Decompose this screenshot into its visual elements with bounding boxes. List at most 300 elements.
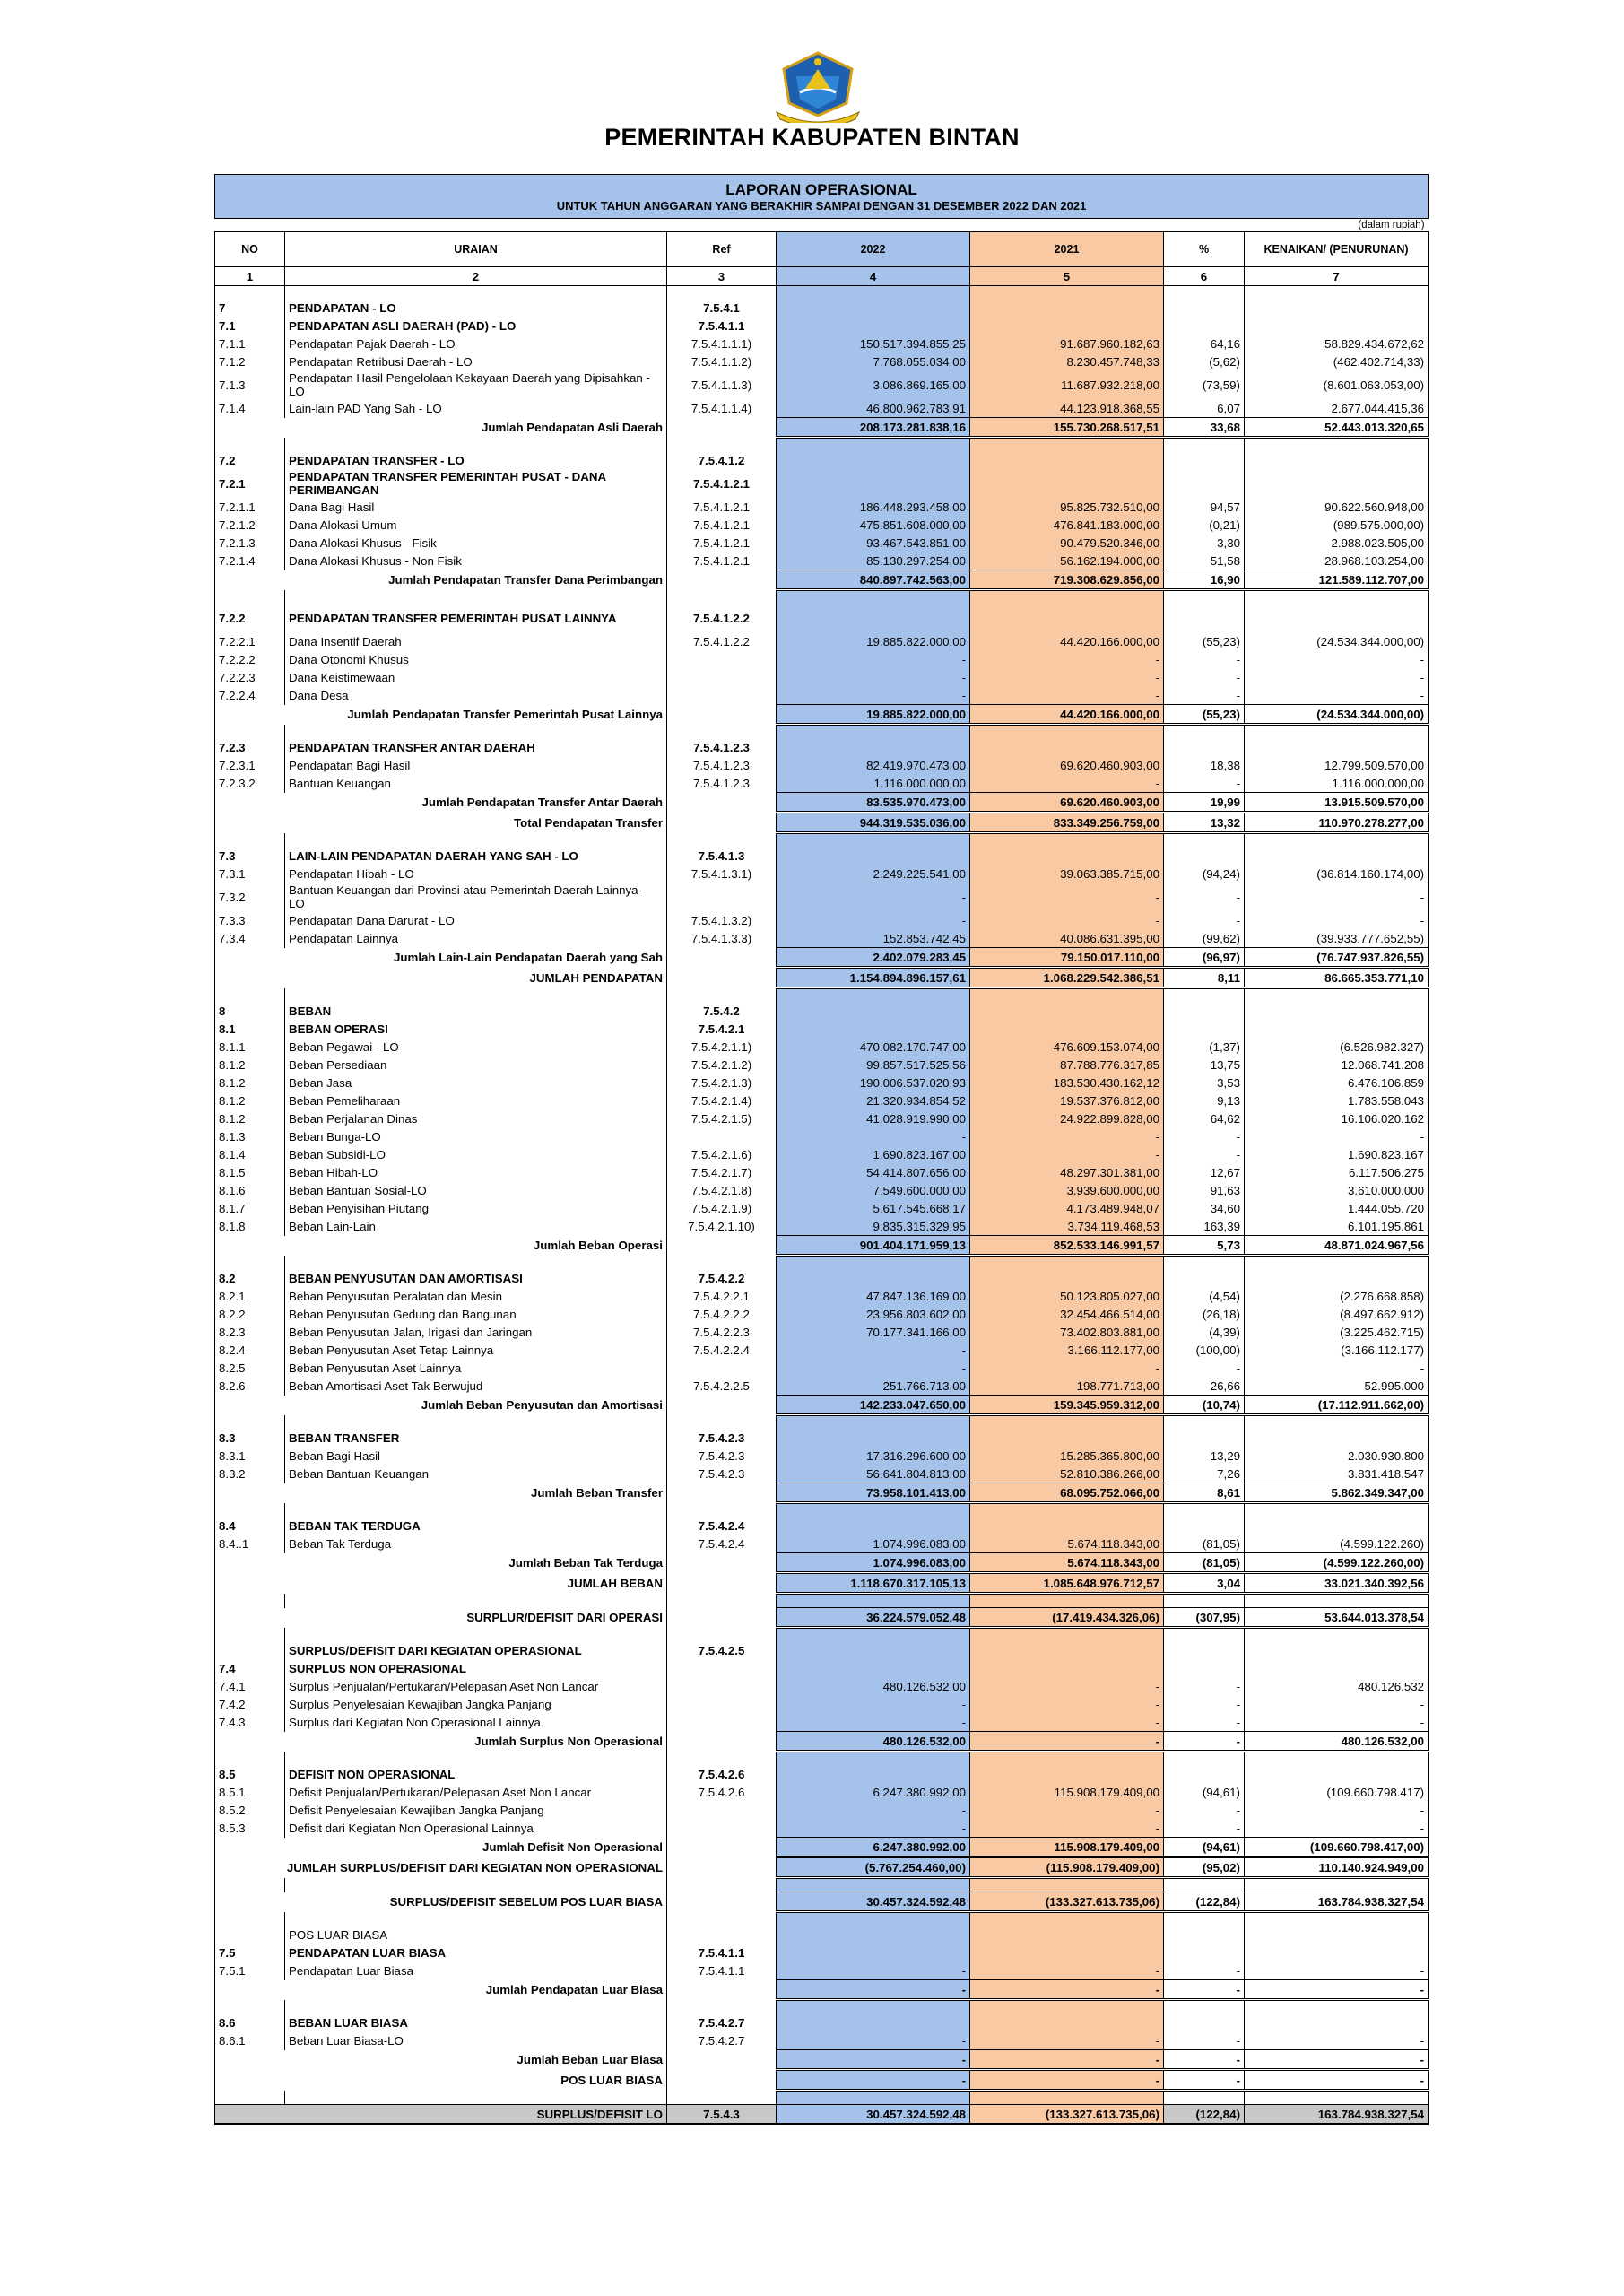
cell-change <box>1245 299 1429 317</box>
cell-uraian: Dana Insentif Daerah <box>285 632 667 650</box>
cell-2021: 44.420.166.000,00 <box>970 705 1164 725</box>
cell-2022: - <box>777 686 970 705</box>
cell-percent: 7,26 <box>1164 1465 1245 1483</box>
line-item-row <box>215 399 1429 418</box>
spacer-row <box>215 988 1429 1003</box>
cell-change <box>1245 590 1429 604</box>
cell-percent: 91,63 <box>1164 1181 1245 1199</box>
cell-2022: - <box>777 883 970 911</box>
section-heading-row <box>215 1659 1429 1677</box>
cell-2021: 183.530.430.162,12 <box>970 1074 1164 1091</box>
line-item-row <box>215 370 1429 399</box>
cell-2021 <box>970 1256 1164 1270</box>
cell-change: - <box>1245 1819 1429 1838</box>
report-title-band <box>215 175 1429 219</box>
cell-2022 <box>777 469 970 498</box>
line-item-row <box>215 516 1429 534</box>
cell-ref <box>667 1732 777 1752</box>
cell-ref: 7.5.4.2.1.2) <box>667 1056 777 1074</box>
cell-2022: 3.086.869.165,00 <box>777 370 970 399</box>
cell-percent <box>1164 1415 1245 1430</box>
cell-change: 6.117.506.275 <box>1245 1163 1429 1181</box>
line-item-row <box>215 756 1429 774</box>
cell-change: (76.747.937.826,55) <box>1245 948 1429 968</box>
cell-2021: - <box>970 911 1164 929</box>
cell-no: 7.2.1.4 <box>215 552 285 570</box>
cell-2021: 68.095.752.066,00 <box>970 1483 1164 1503</box>
cell-uraian: Pendapatan Hasil Pengelolaan Kekayaan Daerah yang Dipisahkan - LO <box>285 370 667 399</box>
cell-2022: - <box>777 668 970 686</box>
cell-percent: - <box>1164 2031 1245 2050</box>
cell-ref: 7.5.4.1.2.3 <box>667 774 777 793</box>
cell-ref <box>667 590 777 604</box>
cell-2021: 719.308.629.856,00 <box>970 570 1164 590</box>
cell-2021: - <box>970 1145 1164 1163</box>
cell-no: 8.1.2 <box>215 1109 285 1127</box>
cell-uraian: Pendapatan Lainnya <box>285 929 667 948</box>
cell-2022 <box>777 1878 970 1892</box>
spacer-row <box>215 286 1429 300</box>
cell-percent: 13,75 <box>1164 1056 1245 1074</box>
cell-ref <box>667 1659 777 1677</box>
col-number: 1 <box>215 267 285 286</box>
cell-percent <box>1164 299 1245 317</box>
col-header-uraian: URAIAN <box>285 232 667 267</box>
line-item-row <box>215 1163 1429 1181</box>
cell-2022: 83.535.970.473,00 <box>777 793 970 813</box>
cell-2022: 475.851.608.000,00 <box>777 516 970 534</box>
cell-change <box>1245 1415 1429 1430</box>
cell-2022: 142.233.047.650,00 <box>777 1396 970 1415</box>
cell-percent: (94,24) <box>1164 865 1245 883</box>
cell-percent: (5,62) <box>1164 352 1245 370</box>
subtotal-row <box>215 1236 1429 1256</box>
cell-uraian: Pendapatan Bagi Hasil <box>285 756 667 774</box>
cell-2022: (5.767.254.460,00) <box>777 1857 970 1878</box>
cell-2022: 85.130.297.254,00 <box>777 552 970 570</box>
cell-ref: 7.5.4.1.2 <box>667 451 777 469</box>
cell-2022 <box>777 988 970 1003</box>
cell-percent: - <box>1164 911 1245 929</box>
cell-percent: (99,62) <box>1164 929 1245 948</box>
section-heading-row <box>215 738 1429 756</box>
cell-uraian: Beban Jasa <box>285 1074 667 1091</box>
cell-uraian <box>285 1628 667 1642</box>
section-heading-row <box>215 604 1429 632</box>
cell-2021: 56.162.194.000,00 <box>970 552 1164 570</box>
cell-2021: - <box>970 1713 1164 1732</box>
subtotal-label: SURPLUR/DEFISIT DARI OPERASI <box>215 1608 667 1628</box>
cell-percent: - <box>1164 1145 1245 1163</box>
cell-2022: 1.690.823.167,00 <box>777 1145 970 1163</box>
cell-2022: - <box>777 1713 970 1732</box>
cell-uraian: DEFISIT NON OPERASIONAL <box>285 1765 667 1783</box>
line-item-row <box>215 1145 1429 1163</box>
cell-no: 8.5.1 <box>215 1783 285 1801</box>
cell-no: 8.5.3 <box>215 1819 285 1838</box>
cell-uraian <box>285 1415 667 1430</box>
cell-ref: 7.5.4.1.2.3 <box>667 738 777 756</box>
cell-percent <box>1164 847 1245 865</box>
line-item-row <box>215 1199 1429 1217</box>
line-item-row <box>215 1056 1429 1074</box>
cell-percent: - <box>1164 2050 1245 2070</box>
cell-2021: 32.454.466.514,00 <box>970 1305 1164 1323</box>
cell-ref <box>667 1677 777 1695</box>
cell-no: 7.1.4 <box>215 399 285 418</box>
cell-2021 <box>970 1926 1164 1944</box>
cell-2021 <box>970 451 1164 469</box>
cell-2021: - <box>970 1732 1164 1752</box>
line-item-row <box>215 498 1429 516</box>
cell-2021 <box>970 1944 1164 1961</box>
cell-percent <box>1164 1628 1245 1642</box>
cell-2022: 56.641.804.813,00 <box>777 1465 970 1483</box>
line-item-row <box>215 1181 1429 1199</box>
cell-ref <box>667 2000 777 2014</box>
cell-uraian <box>285 725 667 739</box>
cell-no: 8.2.5 <box>215 1359 285 1377</box>
cell-percent <box>1164 1765 1245 1783</box>
cell-change: 480.126.532 <box>1245 1677 1429 1695</box>
spacer-row <box>215 438 1429 452</box>
cell-uraian: PENDAPATAN - LO <box>285 299 667 317</box>
final-total-row <box>215 2105 1429 2125</box>
cell-2021 <box>970 1269 1164 1287</box>
cell-no <box>215 1752 285 1766</box>
subtotal-label: Total Pendapatan Transfer <box>215 813 667 833</box>
cell-percent <box>1164 988 1245 1003</box>
cell-2021: - <box>970 883 1164 911</box>
cell-ref: 7.5.4.2.2.1 <box>667 1287 777 1305</box>
cell-2021: 155.730.268.517,51 <box>970 418 1164 438</box>
cell-2021: 40.086.631.395,00 <box>970 929 1164 948</box>
cell-2022: - <box>777 1695 970 1713</box>
cell-2021: 115.908.179.409,00 <box>970 1838 1164 1857</box>
cell-no: 7.2.2.3 <box>215 668 285 686</box>
cell-percent: 9,13 <box>1164 1091 1245 1109</box>
cell-2021: 3.939.600.000,00 <box>970 1181 1164 1199</box>
cell-change <box>1245 438 1429 452</box>
cell-percent: 64,62 <box>1164 1109 1245 1127</box>
cell-2021 <box>970 299 1164 317</box>
cell-2021: 39.063.385.715,00 <box>970 865 1164 883</box>
cell-percent: - <box>1164 1980 1245 2000</box>
cell-percent: - <box>1164 1713 1245 1732</box>
cell-change: (8.497.662.912) <box>1245 1305 1429 1323</box>
line-item-row <box>215 534 1429 552</box>
cell-ref: 7.5.4.1.3.1) <box>667 865 777 883</box>
cell-2022: - <box>777 2031 970 2050</box>
cell-no: 7.2.3.2 <box>215 774 285 793</box>
cell-2022: 480.126.532,00 <box>777 1732 970 1752</box>
cell-uraian: Dana Keistimewaan <box>285 668 667 686</box>
cell-change <box>1245 988 1429 1003</box>
cell-2021: - <box>970 650 1164 668</box>
cell-ref: 7.5.4.2.1.10) <box>667 1217 777 1236</box>
col-header-change: KENAIKAN/ (PENURUNAN) <box>1245 232 1429 267</box>
spacer-row <box>215 1912 1429 1926</box>
subtotal-row <box>215 1857 1429 1878</box>
cell-change: - <box>1245 1695 1429 1713</box>
cell-percent <box>1164 1641 1245 1659</box>
section-heading-row <box>215 299 1429 317</box>
cell-no: 8.6 <box>215 2013 285 2031</box>
cell-ref: 7.5.4.2.1.1) <box>667 1038 777 1056</box>
cell-2021: 15.285.365.800,00 <box>970 1447 1164 1465</box>
subtotal-label: SURPLUS/DEFISIT LO <box>215 2105 667 2125</box>
line-item-row <box>215 883 1429 911</box>
cell-no: 8.1.1 <box>215 1038 285 1056</box>
cell-2022: 93.467.543.851,00 <box>777 534 970 552</box>
cell-ref <box>667 1857 777 1878</box>
spacer-row <box>215 2000 1429 2014</box>
cell-no: 7.1.3 <box>215 370 285 399</box>
cell-ref <box>667 1127 777 1145</box>
cell-ref <box>667 1819 777 1838</box>
cell-2022 <box>777 299 970 317</box>
cell-uraian: BEBAN TRANSFER <box>285 1429 667 1447</box>
cell-2022: - <box>777 1359 970 1377</box>
cell-change <box>1245 2000 1429 2014</box>
cell-2022 <box>777 1944 970 1961</box>
cell-no: 8.5.2 <box>215 1801 285 1819</box>
cell-percent: 3,04 <box>1164 1573 1245 1594</box>
cell-2022 <box>777 1752 970 1766</box>
cell-ref: 7.5.4.2.1 <box>667 1020 777 1038</box>
col-header-ref: Ref <box>667 232 777 267</box>
cell-percent: (26,18) <box>1164 1305 1245 1323</box>
cell-2022: 23.956.803.602,00 <box>777 1305 970 1323</box>
cell-uraian <box>285 1256 667 1270</box>
cell-ref <box>667 570 777 590</box>
cell-2021 <box>970 2013 1164 2031</box>
cell-percent <box>1164 1020 1245 1038</box>
cell-uraian: Surplus dari Kegiatan Non Operasional Lainnya <box>285 1713 667 1732</box>
operational-report-table <box>214 174 1429 2125</box>
cell-uraian: Beban Penyusutan Jalan, Irigasi dan Jaringan <box>285 1323 667 1341</box>
cell-change <box>1245 1020 1429 1038</box>
cell-percent <box>1164 469 1245 498</box>
cell-uraian: BEBAN PENYUSUTAN DAN AMORTISASI <box>285 1269 667 1287</box>
cell-no: 8.1.2 <box>215 1091 285 1109</box>
subtotal-label: Jumlah Pendapatan Transfer Dana Perimbangan <box>215 570 667 590</box>
cell-2022: - <box>777 650 970 668</box>
cell-percent: 12,67 <box>1164 1163 1245 1181</box>
section-heading-row <box>215 1765 1429 1783</box>
col-header-2022: 2022 <box>777 232 970 267</box>
subtotal-label: Jumlah Beban Transfer <box>215 1483 667 1503</box>
spacer-row <box>215 725 1429 739</box>
section-heading-row <box>215 1944 1429 1961</box>
line-item-row <box>215 552 1429 570</box>
cell-2021: 73.402.803.881,00 <box>970 1323 1164 1341</box>
line-item-row <box>215 1801 1429 1819</box>
cell-2021: 11.687.932.218,00 <box>970 370 1164 399</box>
unit-note: (dalam rupiah) <box>1358 220 1425 230</box>
cell-no: 8.4..1 <box>215 1535 285 1553</box>
line-item-row <box>215 1819 1429 1838</box>
cell-no: 7.4.1 <box>215 1677 285 1695</box>
cell-2022 <box>777 1912 970 1926</box>
cell-no <box>215 1503 285 1518</box>
cell-2022: 30.457.324.592,48 <box>777 2105 970 2125</box>
cell-change: 13.915.509.570,00 <box>1245 793 1429 813</box>
report-title: LAPORAN OPERASIONAL <box>725 181 917 198</box>
cell-ref <box>667 725 777 739</box>
cell-ref: 7.5.4.1.1 <box>667 317 777 335</box>
cell-2021 <box>970 1429 1164 1447</box>
column-header-row <box>215 232 1429 267</box>
cell-ref <box>667 1359 777 1377</box>
cell-2022 <box>777 317 970 335</box>
cell-2022: 73.958.101.413,00 <box>777 1483 970 1503</box>
cell-change: 33.021.340.392,56 <box>1245 1573 1429 1594</box>
cell-2022 <box>777 1415 970 1430</box>
cell-no <box>215 1641 285 1659</box>
report-subtitle: UNTUK TAHUN ANGGARAN YANG BERAKHIR SAMPAI DENGAN 31 DESEMBER 2022 DAN 2021 <box>556 199 1087 213</box>
cell-no: 7.5 <box>215 1944 285 1961</box>
cell-change: 6.101.195.861 <box>1245 1217 1429 1236</box>
cell-percent: 8,61 <box>1164 1483 1245 1503</box>
cell-percent <box>1164 725 1245 739</box>
line-item-row <box>215 1359 1429 1377</box>
cell-percent <box>1164 438 1245 452</box>
cell-percent: - <box>1164 668 1245 686</box>
cell-2021: - <box>970 668 1164 686</box>
cell-no: 7.2.1 <box>215 469 285 498</box>
cell-2022 <box>777 2091 970 2105</box>
section-heading-row <box>215 1641 1429 1659</box>
line-item-row <box>215 1926 1429 1944</box>
cell-2022: - <box>777 2070 970 2091</box>
line-item-row <box>215 1091 1429 1109</box>
cell-no <box>215 2000 285 2014</box>
line-item-row <box>215 335 1429 352</box>
cell-2022: 9.835.315.329,95 <box>777 1217 970 1236</box>
cell-no: 7.2.2 <box>215 604 285 632</box>
cell-2021: - <box>970 686 1164 705</box>
subtotal-row <box>215 705 1429 725</box>
cell-2021: 8.230.457.748,33 <box>970 352 1164 370</box>
cell-change <box>1245 1912 1429 1926</box>
line-item-row <box>215 1447 1429 1465</box>
cell-2022 <box>777 1628 970 1642</box>
cell-change: 28.968.103.254,00 <box>1245 552 1429 570</box>
subtotal-label: Jumlah Pendapatan Transfer Pemerintah Pusat Lainnya <box>215 705 667 725</box>
cell-2021: (133.327.613.735,06) <box>970 2105 1164 2125</box>
cell-percent: 8,11 <box>1164 968 1245 988</box>
cell-uraian: POS LUAR BIASA <box>285 1926 667 1944</box>
cell-no: 8.2.6 <box>215 1377 285 1396</box>
cell-uraian: Beban Subsidi-LO <box>285 1145 667 1163</box>
cell-no <box>215 1878 285 1892</box>
cell-2022 <box>777 1594 970 1608</box>
cell-2022: - <box>777 1127 970 1145</box>
cell-change: 12.799.509.570,00 <box>1245 756 1429 774</box>
cell-2021: 69.620.460.903,00 <box>970 756 1164 774</box>
cell-percent: (1,37) <box>1164 1038 1245 1056</box>
cell-no: 7.1.2 <box>215 352 285 370</box>
column-number-row <box>215 267 1429 286</box>
cell-ref: 7.5.4.2.3 <box>667 1447 777 1465</box>
cell-2021: 833.349.256.759,00 <box>970 813 1164 833</box>
subtotal-label: Jumlah Beban Operasi <box>215 1236 667 1256</box>
cell-percent: (55,23) <box>1164 632 1245 650</box>
cell-change: 52.443.013.320,65 <box>1245 418 1429 438</box>
cell-ref: 7.5.4.2.1.9) <box>667 1199 777 1217</box>
cell-2021: (115.908.179.409,00) <box>970 1857 1164 1878</box>
cell-2022 <box>777 451 970 469</box>
cell-no: 7.2.2.2 <box>215 650 285 668</box>
cell-change: - <box>1245 650 1429 668</box>
cell-change: (36.814.160.174,00) <box>1245 865 1429 883</box>
cell-percent: (95,02) <box>1164 1857 1245 1878</box>
cell-percent: (122,84) <box>1164 1892 1245 1912</box>
cell-no: 8.2.3 <box>215 1323 285 1341</box>
cell-uraian: LAIN-LAIN PENDAPATAN DAERAH YANG SAH - LO <box>285 847 667 865</box>
cell-percent: - <box>1164 1695 1245 1713</box>
cell-no: 7.3.1 <box>215 865 285 883</box>
cell-2022 <box>777 725 970 739</box>
cell-ref <box>667 1980 777 2000</box>
cell-no: 7.4 <box>215 1659 285 1677</box>
cell-ref <box>667 1553 777 1573</box>
cell-2022: 186.448.293.458,00 <box>777 498 970 516</box>
cell-ref: 7.5.4.2.5 <box>667 1641 777 1659</box>
cell-percent: 3,30 <box>1164 534 1245 552</box>
cell-percent <box>1164 286 1245 300</box>
cell-percent <box>1164 1878 1245 1892</box>
cell-2021: - <box>970 774 1164 793</box>
cell-percent <box>1164 451 1245 469</box>
cell-ref <box>667 988 777 1003</box>
cell-2021: 44.420.166.000,00 <box>970 632 1164 650</box>
cell-change <box>1245 1269 1429 1287</box>
cell-percent: 33,68 <box>1164 418 1245 438</box>
cell-2021: - <box>970 1801 1164 1819</box>
cell-2021 <box>970 1641 1164 1659</box>
cell-change: (109.660.798.417) <box>1245 1783 1429 1801</box>
cell-change: 52.995.000 <box>1245 1377 1429 1396</box>
cell-ref: 7.5.4.2.2.3 <box>667 1323 777 1341</box>
cell-uraian: Defisit Penyelesaian Kewajiban Jangka Panjang <box>285 1801 667 1819</box>
cell-2022: 46.800.962.783,91 <box>777 399 970 418</box>
line-item-row <box>215 1217 1429 1236</box>
cell-2022: 7.549.600.000,00 <box>777 1181 970 1199</box>
section-heading-row <box>215 1269 1429 1287</box>
cell-2022: 1.116.000.000,00 <box>777 774 970 793</box>
cell-change: (24.534.344.000,00) <box>1245 705 1429 725</box>
cell-change: - <box>1245 1980 1429 2000</box>
cell-ref: 7.5.4.1.2.1 <box>667 469 777 498</box>
cell-change: 1.444.055.720 <box>1245 1199 1429 1217</box>
cell-uraian: SURPLUS/DEFISIT DARI KEGIATAN OPERASIONAL <box>285 1641 667 1659</box>
cell-2022 <box>777 590 970 604</box>
cell-uraian: PENDAPATAN TRANSFER ANTAR DAERAH <box>285 738 667 756</box>
cell-uraian: Defisit Penjualan/Pertukaran/Pelepasan Aset Non Lancar <box>285 1783 667 1801</box>
cell-percent: (81,05) <box>1164 1553 1245 1573</box>
spacer-row <box>215 833 1429 848</box>
cell-no: 8.1.6 <box>215 1181 285 1199</box>
cell-uraian: Dana Alokasi Khusus - Fisik <box>285 534 667 552</box>
cell-ref <box>667 1236 777 1256</box>
cell-no: 8.1.2 <box>215 1056 285 1074</box>
cell-percent: 16,90 <box>1164 570 1245 590</box>
cell-no: 8.1.4 <box>215 1145 285 1163</box>
cell-2021 <box>970 738 1164 756</box>
cell-no: 7.2.1.2 <box>215 516 285 534</box>
